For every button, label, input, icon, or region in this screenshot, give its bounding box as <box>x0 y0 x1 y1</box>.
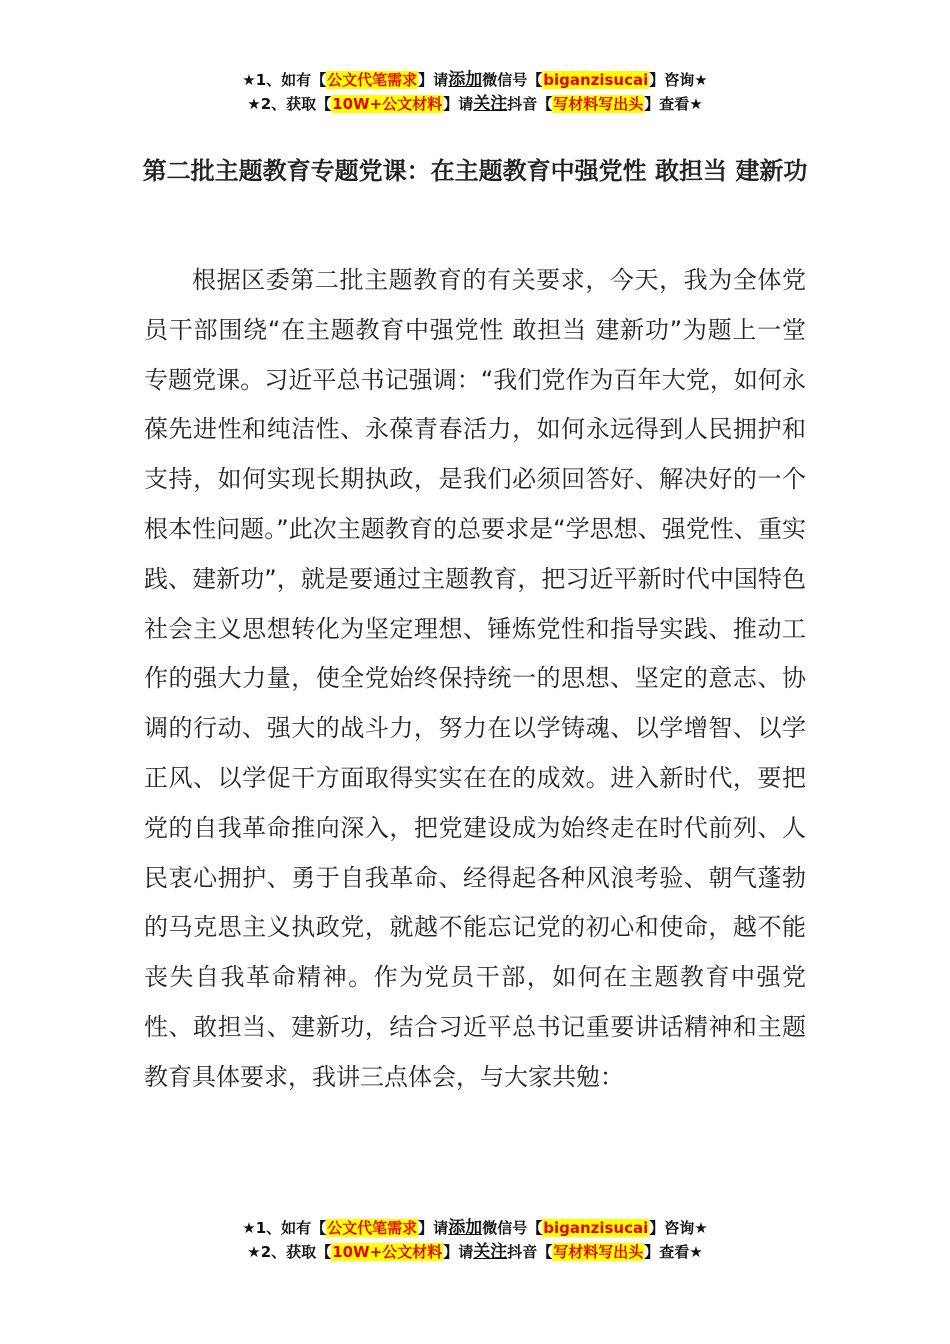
banner-text: 】咨询★ <box>649 1219 708 1237</box>
banner-text: ★2、获取【 <box>247 1243 332 1261</box>
banner-text: 】请 <box>443 95 474 113</box>
banner-text: 微信号【 <box>482 1219 543 1237</box>
emphasis-add: 添加 <box>448 1218 483 1238</box>
emphasis-follow: 关注 <box>473 1242 508 1262</box>
banner-text: ★1、如有【 <box>242 1219 327 1237</box>
banner-text: 】请 <box>418 1219 449 1237</box>
banner-text: 抖音【 <box>507 95 553 113</box>
banner-text: ★2、获取【 <box>247 95 332 113</box>
highlight-douyin: 写材料写出头 <box>553 95 644 113</box>
banner-text: 】查看★ <box>644 1243 703 1261</box>
banner-line-2 <box>0 92 950 116</box>
banner-text: 】咨询★ <box>649 71 708 89</box>
banner-line-1 <box>0 68 950 92</box>
banner-text: 抖音【 <box>507 1243 553 1261</box>
emphasis-add: 添加 <box>448 70 483 90</box>
highlight-douyin: 写材料写出头 <box>553 1243 644 1261</box>
banner-text: 】请 <box>418 71 449 89</box>
highlight-service: 公文代笔需求 <box>327 1219 418 1237</box>
highlight-materials: 10W+公文材料 <box>332 1243 443 1261</box>
banner-text: ★1、如有【 <box>242 71 327 89</box>
footer-banner <box>0 1216 950 1264</box>
banner-text: 】查看★ <box>644 95 703 113</box>
header-banner <box>0 68 950 116</box>
banner-line-2 <box>0 1240 950 1264</box>
highlight-wechat-id: biganzisucai <box>543 1219 649 1237</box>
highlight-wechat-id: biganzisucai <box>543 71 649 89</box>
document-title: 第二批主题教育专题党课：在主题教育中强党性 敢担当 建新功 <box>142 157 808 185</box>
highlight-service: 公文代笔需求 <box>327 71 418 89</box>
banner-text: 】请 <box>443 1243 474 1261</box>
emphasis-follow: 关注 <box>473 94 508 114</box>
banner-line-1 <box>0 1216 950 1240</box>
highlight-materials: 10W+公文材料 <box>332 95 443 113</box>
banner-text: 微信号【 <box>482 71 543 89</box>
body-paragraph: 根据区委第二批主题教育的有关要求，今天，我为全体党员干部围绕“在主题教育中强党性 敢担当 建新功”为题上一堂专题党课。习近平总书记强调：“我们党作为百年大党，如何永葆先进性和纯洁性、永葆青春活力，如何永远得到人民拥护和支持，如何实现长期执政，是我们必须回答好、解决好的一个根本性问题。”此次主题教育的总要求是“学思想、强党性、重实践、建新功”，就是要通过主题教育，把习近平新时代中国特色社会主义思想转化为坚定理想、锤炼党性和指导实践、推动工作的强大力量，使全党始终保持统一的思想、坚定的意志、协调的行动、强大的战斗力，努力在以学铸魂、以学增智、以学正风、以学促干方面取得实实在在的成效。进入新时代，要把党的自我革命推向深入，把党建设成为始终走在时代前列、人民衷心拥护、勇于自我革命、经得起各种风浪考验、朝气蓬勃的马克思主义执政党，就越不能忘记党的初心和使命，越不能丧失自我革命精神。作为党员干部，如何在主题教育中强党性、敢担当、建新功，结合习近平总书记重要讲话精神和主题教育具体要求，我讲三点体会，与大家共勉： <box>144 266 806 1091</box>
